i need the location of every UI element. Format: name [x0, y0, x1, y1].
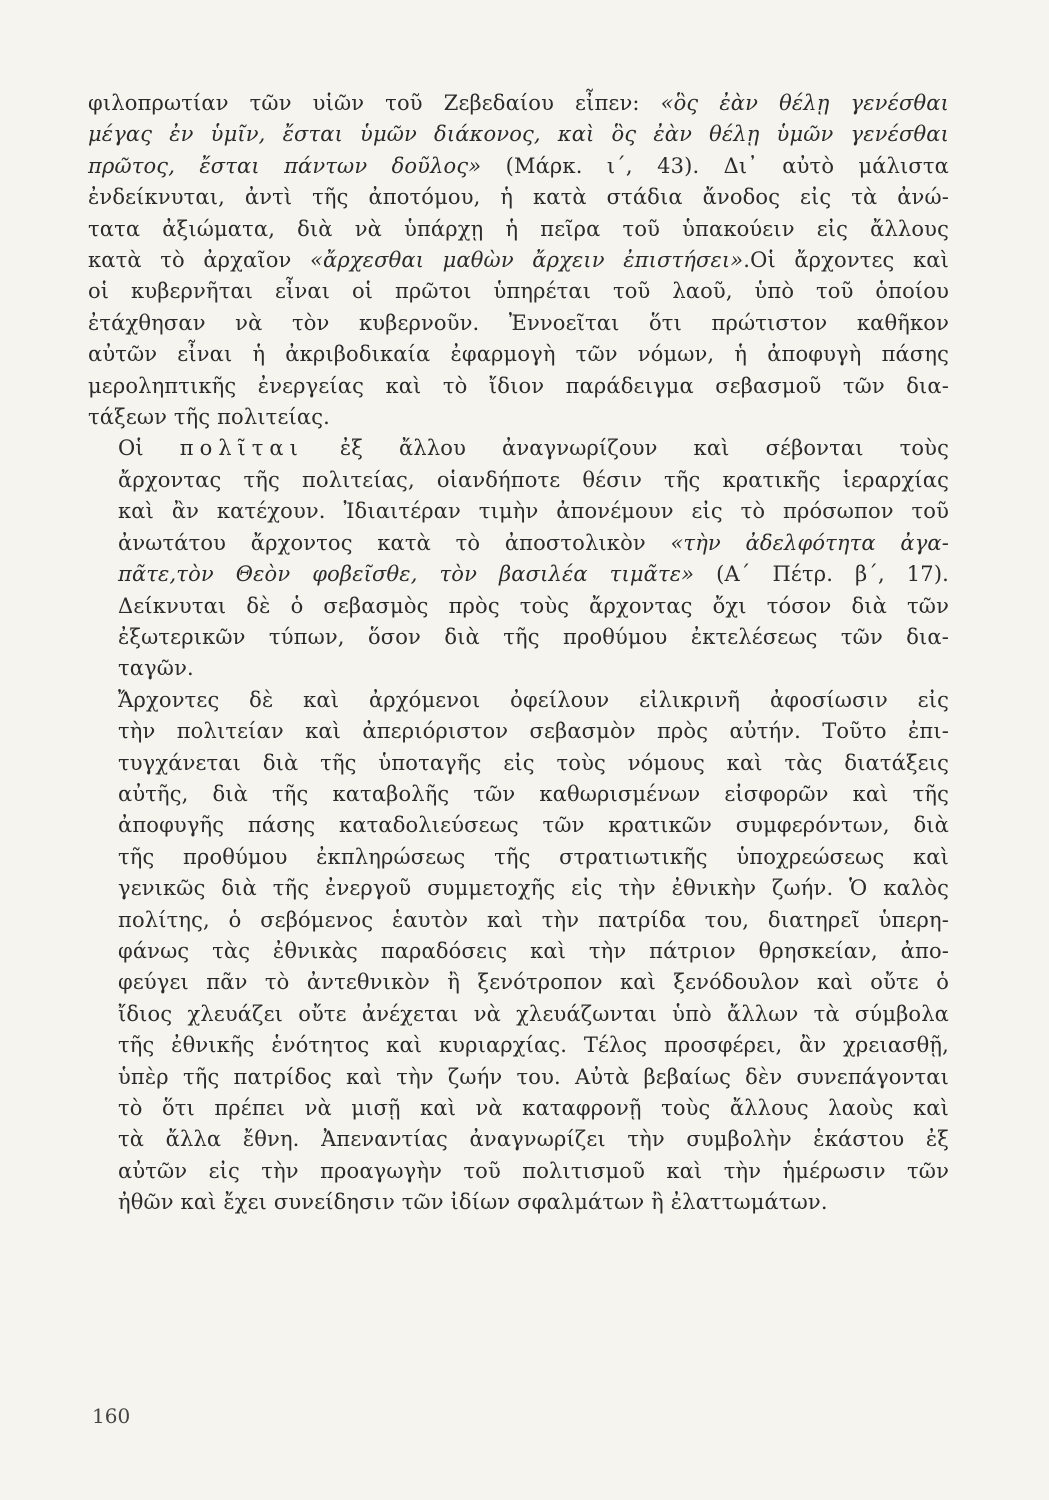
quotation: πᾶτε,τὸν Θεὸν φοβεῖσθε, τὸν βασιλέα τιμᾶτε»	[118, 562, 695, 587]
text-line	[88, 402, 949, 433]
text-segment: ἀποφυγῆς πάσης καταδολιεύσεως τῶν κρατικῶν συμφερόντων, διὰ	[118, 813, 949, 838]
text-segment: αὐτῶν εἶναι ἡ ἀκριβοδικαία ἐφαρμογὴ τῶν νόμων, ἡ ἀποφυγὴ πάσης	[88, 342, 949, 367]
text-segment: τὰ ἄλλα ἔθνη. Ἀπεναντίας ἀναγνωρίζει τὴν συμβολὴν ἑκάστου ἐξ	[118, 1127, 949, 1152]
text-line	[88, 465, 949, 496]
text-line	[88, 999, 949, 1030]
text-segment: Δείκνυται δὲ ὁ σεβασμὸς πρὸς τοὺς ἄρχοντας ὄχι τόσον διὰ τῶν	[118, 593, 949, 618]
text-segment: μεροληπτικῆς ἐνεργείας καὶ τὸ ἴδιον παράδειγμα σεβασμοῦ τῶν δια-	[88, 373, 949, 398]
quotation: «ὃς ἐὰν θέλῃ γενέσθαι	[660, 91, 949, 115]
text-segment: ἴδιος χλευάζει οὔτε ἀνέχεται νὰ χλευάζωνται ὑπὸ ἄλλων τὰ σύμβολα	[118, 1001, 949, 1026]
text-line	[88, 308, 949, 339]
text-line	[88, 1062, 949, 1093]
text-segment: γενικῶς διὰ τῆς ἐνεργοῦ συμμετοχῆς εἰς τὴν ἐθνικὴν ζωήν. Ὁ καλὸς	[118, 876, 949, 901]
quotation: μέγας ἐν ὑμῖν, ἔσται ὑμῶν διάκονος, καὶ ὃς ἐὰν θέλῃ ὑμῶν γενέσθαι	[88, 122, 949, 147]
text-line	[88, 591, 949, 622]
text-segment: οἱ κυβερνῆται εἶναι οἱ πρῶτοι ὑπηρέται τοῦ λαοῦ, ὑπὸ τοῦ ὁποίου	[88, 279, 949, 304]
text-segment: τυγχάνεται διὰ τῆς ὑποταγῆς εἰς τοὺς νόμους καὶ τὰς διατάξεις	[118, 750, 949, 775]
text-segment: (Μάρκ. ι΄, 43). Δι᾽ αὐτὸ μάλιστα	[481, 153, 950, 178]
text-segment: ἐξωτερικῶν τύπων, ὅσον διὰ τῆς προθύμου ἐκτελέσεως τῶν δια-	[118, 624, 949, 649]
text-segment: καὶ ἂν κατέχουν. Ἰδιαιτέραν τιμὴν ἀπονέμουν εἰς τὸ πρόσωπον τοῦ	[118, 499, 949, 524]
text-segment: τάξεων τῆς πολιτείας.	[88, 405, 330, 430]
text-segment: αὐτῆς, διὰ τῆς καταβολῆς τῶν καθωρισμένων εἰσφορῶν καὶ τῆς	[118, 781, 949, 806]
text-line	[88, 653, 949, 684]
text-segment: τατα ἀξιώματα, διὰ νὰ ὑπάρχῃ ἡ πεῖρα τοῦ ὑπακούειν εἰς ἄλλους	[88, 216, 949, 241]
text-segment: ἐξ ἄλλου ἀναγνωρίζουν καὶ σέβονται τοὺς	[303, 436, 950, 461]
text-line	[88, 559, 949, 590]
text-line	[88, 214, 949, 245]
text-line	[88, 1124, 949, 1155]
text-segment: ὑπὲρ τῆς πατρίδος καὶ τὴν ζωήν του. Αὐτὰ βεβαίως δὲν συνεπάγονται	[118, 1064, 949, 1089]
paragraph	[88, 433, 949, 684]
text-segment: .Οἱ ἄρχοντες καὶ	[743, 248, 949, 273]
text-line	[88, 779, 949, 810]
text-line	[88, 528, 949, 559]
text-segment: (Α΄ Πέτρ. β΄, 17).	[694, 562, 949, 587]
text-segment: κατὰ τὸ ἀρχαῖον	[88, 248, 310, 273]
text-line	[88, 748, 949, 779]
quotation: πρῶτος, ἔσται πάντων δοῦλος»	[88, 153, 482, 178]
text-line	[88, 622, 949, 653]
text-segment: φιλοπρωτίαν τῶν υἱῶν τοῦ Ζεβεδαίου εἶπεν:	[88, 91, 661, 115]
quotation: «τὴν ἀδελφότητα ἀγα-	[670, 530, 950, 555]
text-segment: φάνως τὰς ἐθνικὰς παραδόσεις καὶ τὴν πάτριον θρησκείαν, ἀπο-	[118, 938, 949, 963]
text-line	[88, 496, 949, 527]
text-segment: Οἱ	[118, 436, 180, 461]
paragraph	[88, 685, 949, 1219]
text-segment: τῆς προθύμου ἐκπληρώσεως τῆς στρατιωτικῆς ὑποχρεώσεως καὶ	[118, 844, 949, 869]
text-line	[88, 276, 949, 307]
text-line	[88, 182, 949, 213]
emphasized-word: πολῖται	[179, 436, 304, 461]
text-line	[88, 936, 949, 967]
text-line	[88, 967, 949, 998]
text-line	[88, 1030, 949, 1061]
text-line	[88, 905, 949, 936]
text-line	[88, 88, 949, 119]
text-line	[88, 873, 949, 904]
text-segment: φεύγει πᾶν τὸ ἀντεθνικὸν ἢ ξενότροπον καὶ ξενόδουλον καὶ οὔτε ὁ	[118, 970, 949, 995]
text-line	[88, 433, 949, 464]
page-number: 160	[92, 1404, 131, 1428]
text-segment: ταγῶν.	[118, 656, 194, 681]
text-segment: ἀνωτάτου ἄρχοντος κατὰ τὸ ἀποστολικὸν	[118, 530, 671, 555]
text-line	[88, 1156, 949, 1187]
text-line	[88, 1093, 949, 1124]
text-segment: αὐτῶν εἰς τὴν προαγωγὴν τοῦ πολιτισμοῦ καὶ τὴν ἡμέρωσιν τῶν	[118, 1158, 949, 1183]
text-segment: ἐτάχθησαν νὰ τὸν κυβερνοῦν. Ἐννοεῖται ὅτι πρώτιστον καθῆκον	[88, 310, 949, 335]
text-line	[88, 810, 949, 841]
text-line	[88, 245, 949, 276]
text-line	[88, 371, 949, 402]
text-segment: τὴν πολιτείαν καὶ ἀπεριόριστον σεβασμὸν πρὸς αὐτήν. Τοῦτο ἐπι-	[118, 719, 949, 744]
text-line	[88, 842, 949, 873]
text-line	[88, 685, 949, 716]
text-segment: τὸ ὅτι πρέπει νὰ μισῇ καὶ νὰ καταφρονῇ τοὺς ἄλλους λαοὺς καὶ	[118, 1096, 949, 1120]
text-segment: ἄρχοντας τῆς πολιτείας, οἱανδήποτε θέσιν τῆς κρατικῆς ἱεραρχίας	[118, 467, 949, 492]
text-line	[88, 339, 949, 370]
text-segment: Ἄρχοντες δὲ καὶ ἀρχόμενοι ὀφείλουν εἰλικρινῆ ἀφοσίωσιν εἰς	[118, 687, 949, 712]
text-line	[88, 716, 949, 747]
text-line	[88, 1187, 949, 1218]
quotation: «ἄρχεσθαι μαθὼν ἄρχειν ἐπιστήσει»	[309, 248, 744, 273]
body-text	[88, 88, 949, 1219]
text-line	[88, 119, 949, 150]
text-segment: ἠθῶν καὶ ἔχει συνείδησιν τῶν ἰδίων σφαλμάτων ἢ ἐλαττωμάτων.	[118, 1190, 828, 1215]
text-segment: πολίτης, ὁ σεβόμενος ἑαυτὸν καὶ τὴν πατρίδα του, διατηρεῖ ὑπερη-	[118, 907, 949, 932]
text-segment: ἐνδείκνυται, ἀντὶ τῆς ἀποτόμου, ἡ κατὰ στάδια ἄνοδος εἰς τὰ ἀνώ-	[88, 185, 949, 210]
text-line	[88, 151, 949, 182]
text-segment: τῆς ἐθνικῆς ἑνότητος καὶ κυριαρχίας. Τέλος προσφέρει, ἂν χρειασθῇ,	[118, 1033, 949, 1058]
paragraph	[88, 88, 949, 433]
